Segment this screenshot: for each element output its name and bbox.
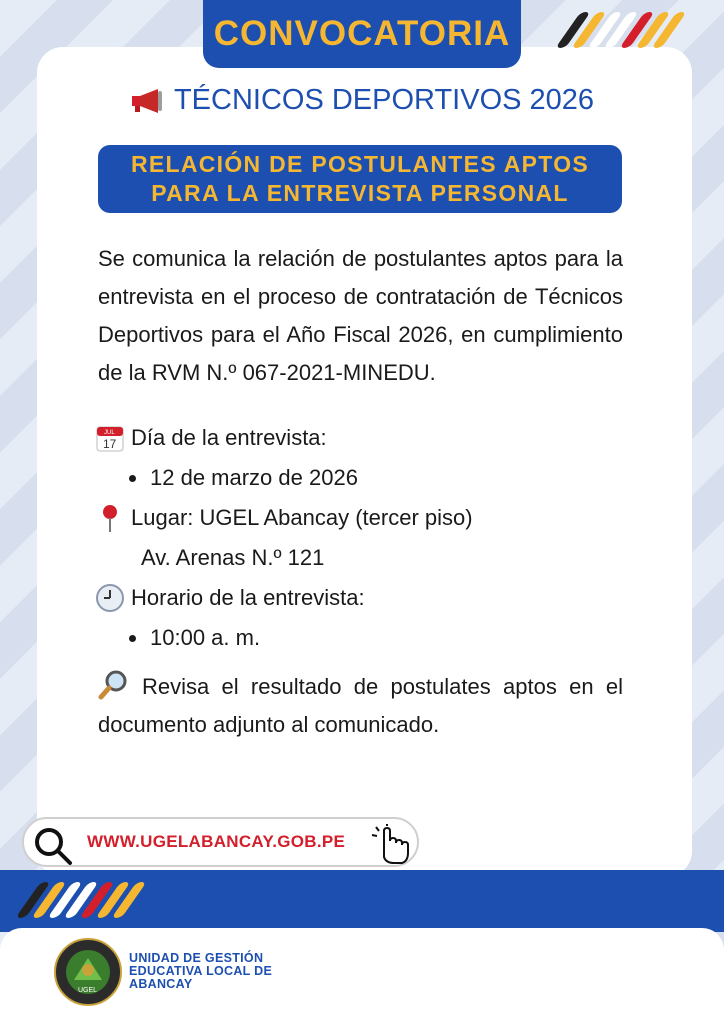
calendar-icon — [95, 423, 125, 453]
date-label: Día de la entrevista: — [131, 425, 327, 450]
bullet — [129, 475, 136, 482]
subtitle-box — [98, 145, 622, 213]
ugel-logo — [54, 938, 122, 1006]
page-title: CONVOCATORIA — [213, 14, 511, 53]
org-line-2: EDUCATIVA LOCAL DE — [129, 964, 273, 978]
decorative-stripes-top — [568, 12, 674, 48]
review-note — [98, 668, 623, 744]
subtitle-line-2: PARA LA ENTREVISTA PERSONAL — [151, 180, 569, 206]
megaphone-icon — [130, 88, 164, 114]
time-value: 10:00 a. m. — [150, 625, 261, 650]
interview-details — [95, 418, 473, 658]
logo-text: UGEL — [78, 987, 98, 994]
place-label: Lugar: UGEL Abancay (tercer piso) — [131, 505, 473, 530]
organization-name — [129, 952, 272, 991]
time-label: Horario de la entrevista: — [131, 585, 365, 610]
place-address: Av. Arenas N.º 121 — [141, 545, 325, 570]
review-text: Revisa el resultado de postulates aptos en el documento adjunto al comunicado. — [98, 674, 623, 737]
pin-icon — [95, 503, 125, 533]
website-bar[interactable] — [22, 817, 419, 867]
headline — [0, 84, 724, 117]
calendar-month: JUL — [104, 430, 115, 436]
time-row — [95, 578, 473, 618]
title-banner — [203, 0, 521, 68]
magnifier-icon — [98, 670, 128, 700]
headline-text: TÉCNICOS DEPORTIVOS 2026 — [173, 84, 595, 116]
clock-icon — [95, 583, 125, 613]
logo-emblem — [56, 940, 120, 1004]
intro-paragraph: Se comunica la relación de postulantes aptos para la entrevista en el proceso de contratación de Técnicos Deportivos para el Año Fiscal 2026, en cumplimiento de la RVM N.º 067-2021-MINEDU. — [98, 246, 623, 385]
date-row — [95, 418, 473, 458]
hand-pointer-icon — [368, 823, 412, 867]
search-icon — [32, 825, 76, 869]
website-link[interactable]: WWW.UGELABANCAY.GOB.PE — [87, 832, 346, 851]
place-row — [95, 498, 473, 538]
date-value-row — [95, 458, 473, 498]
org-line-3: ABANCAY — [129, 977, 193, 991]
org-line-1: UNIDAD DE GESTIÓN — [129, 951, 264, 965]
date-value: 12 de marzo de 2026 — [150, 465, 358, 490]
bullet — [129, 635, 136, 642]
decorative-stripes-bottom — [28, 882, 134, 918]
time-value-row — [95, 618, 473, 658]
calendar-day: 17 — [103, 437, 117, 451]
subtitle-line-1: RELACIÓN DE POSTULANTES APTOS — [130, 151, 590, 177]
